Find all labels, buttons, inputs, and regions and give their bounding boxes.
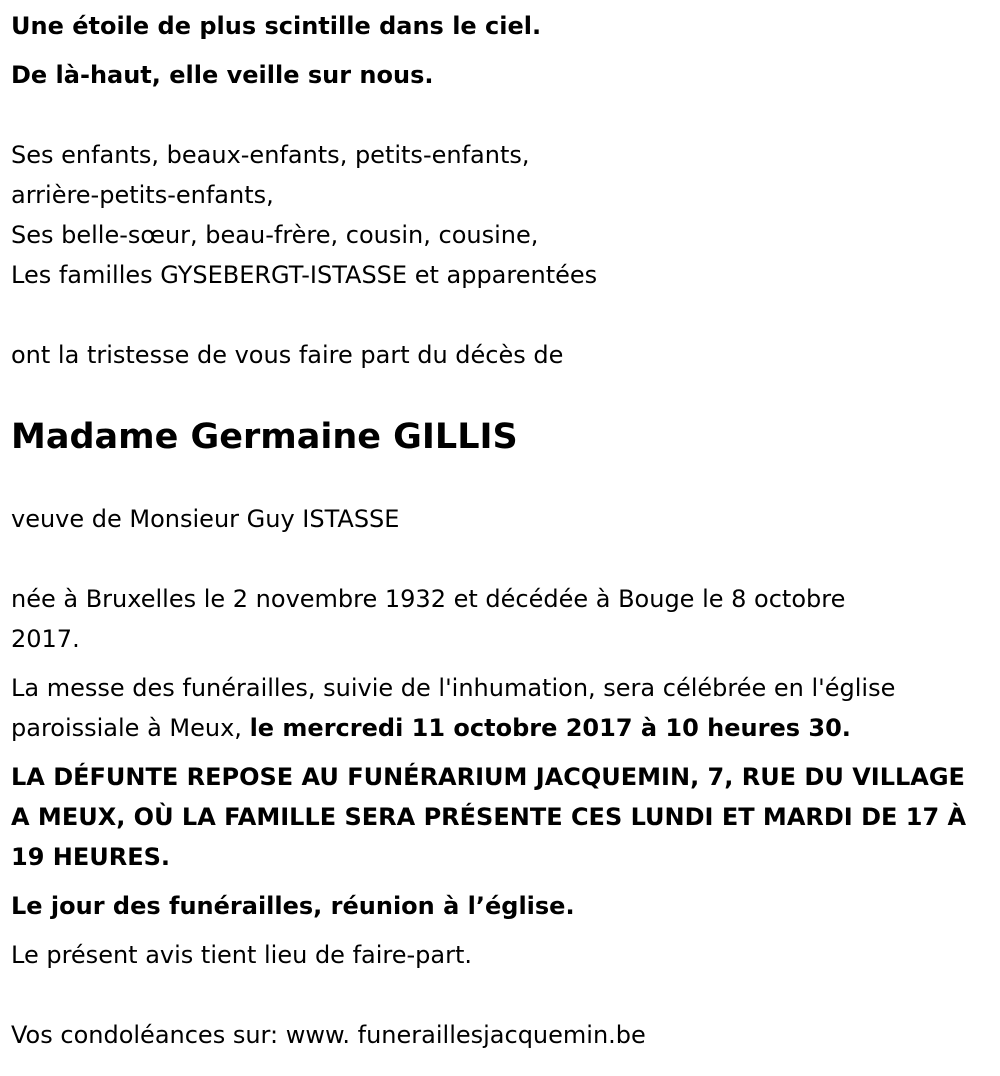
deceased-name: Madame Germaine GILLIS — [11, 417, 518, 457]
notice-text: Le présent avis tient lieu de faire-part. — [11, 941, 473, 969]
family-line-3: Ses belle-sœur, beau-frère, cousin, cousine, — [11, 221, 539, 249]
family-line-1: Ses enfants, beaux-enfants, petits-enfants, — [11, 141, 530, 169]
funeral-location-text: paroissiale à Meux, — [11, 714, 250, 742]
header-line-2: De là-haut, elle veille sur nous. — [11, 61, 434, 89]
obituary-notice — [11, 0, 986, 1055]
widow-of-text: veuve de Monsieur Guy ISTASSE — [11, 505, 400, 533]
repose-line-1: LA DÉFUNTE REPOSE AU FUNÉRARIUM JACQUEMIN, 7, RUE DU VILLAGE — [11, 763, 965, 791]
family-line-4: Les familles GYSEBERGT-ISTASSE et apparentées — [11, 261, 598, 289]
announcement-text: ont la tristesse de vous faire part du décès de — [11, 341, 564, 369]
header-line-1: Une étoile de plus scintille dans le ciel. — [11, 12, 542, 40]
birth-death-line-2: 2017. — [11, 625, 80, 653]
meeting-text: Le jour des funérailles, réunion à l’église. — [11, 892, 575, 920]
condolences-text: Vos condoléances sur: www. funeraillesjacquemin.be — [11, 1021, 646, 1049]
birth-death-line-1: née à Bruxelles le 2 novembre 1932 et décédée à Bouge le 8 octobre — [11, 585, 846, 613]
funeral-line-2 — [11, 708, 986, 748]
repose-line-3: 19 HEURES. — [11, 843, 170, 871]
repose-line-2: A MEUX, OÙ LA FAMILLE SERA PRÉSENTE CES LUNDI ET MARDI DE 17 À — [11, 803, 967, 831]
family-line-2: arrière-petits-enfants, — [11, 181, 274, 209]
funeral-line-1: La messe des funérailles, suivie de l'inhumation, sera célébrée en l'église — [11, 674, 896, 702]
funeral-date-text: le mercredi 11 octobre 2017 à 10 heures 30. — [249, 714, 851, 742]
